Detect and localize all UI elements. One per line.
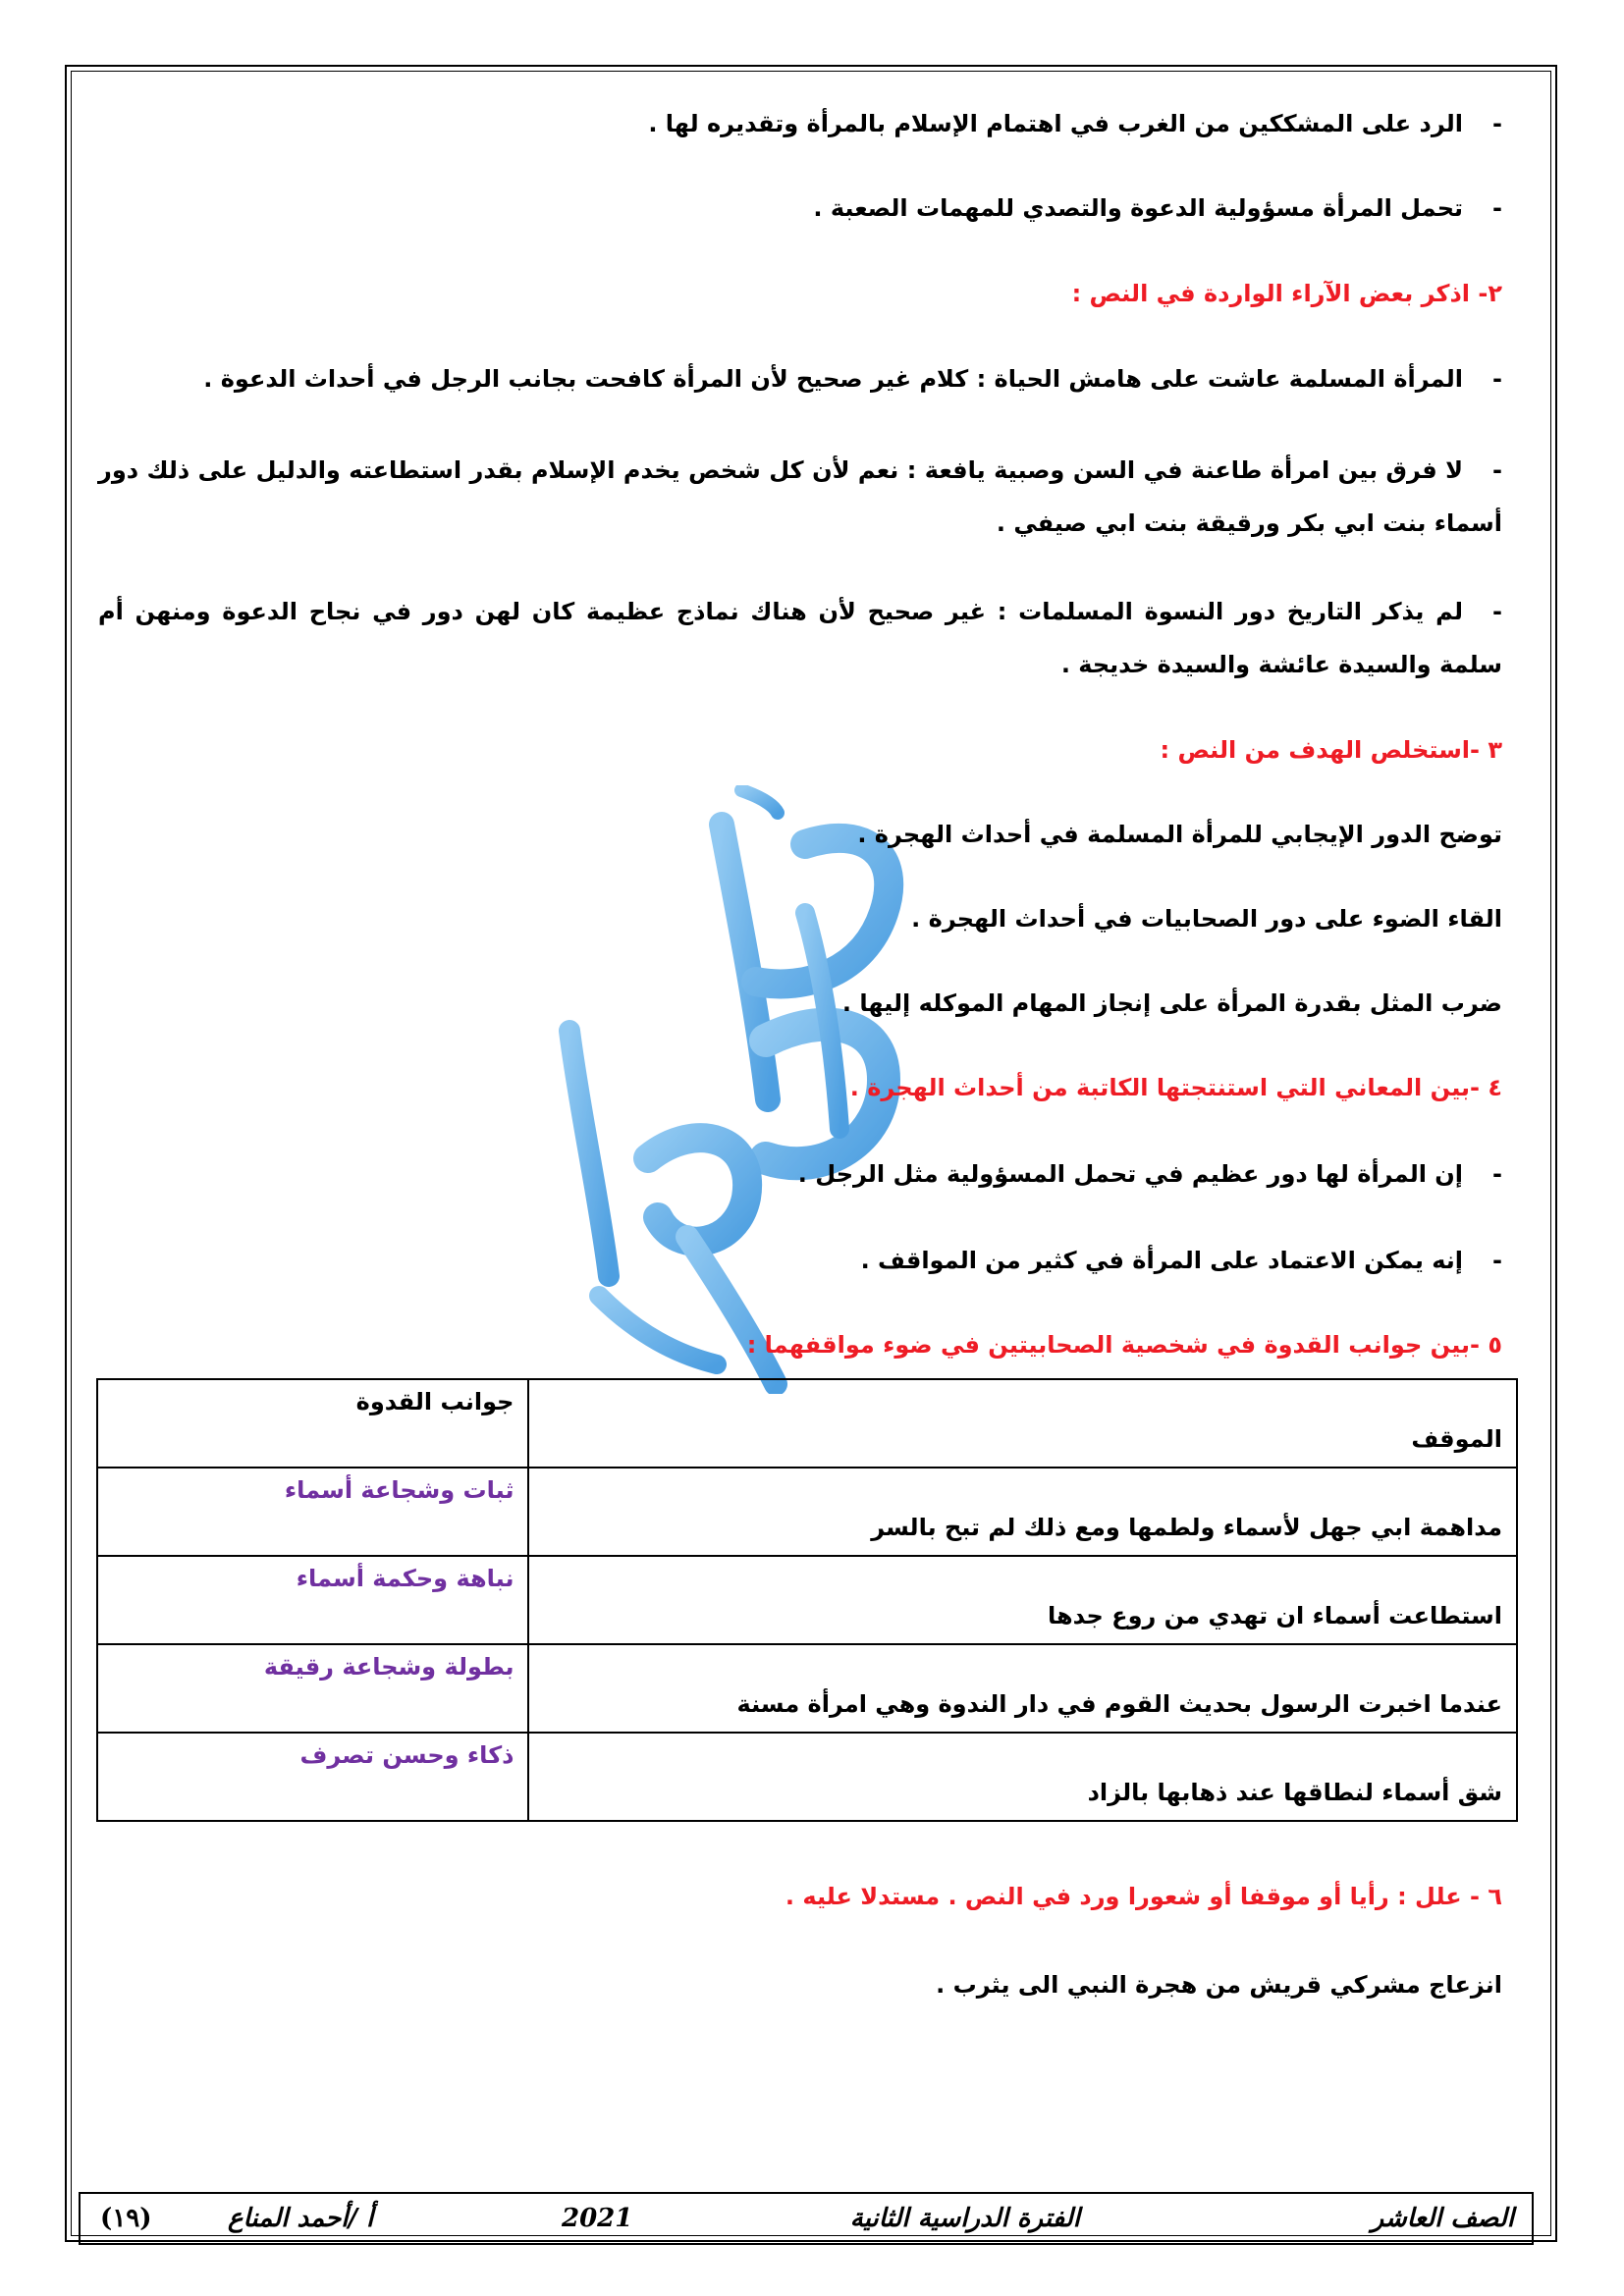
q4-item-1: -إن المرأة لها دور عظيم في تحمل المسؤولية مثل الرجل .	[797, 1160, 1502, 1188]
table-cell-position: شق أسماء لنطاقها عند ذهابها بالزاد	[528, 1733, 1517, 1821]
table-cell-position: استطاعت أسماء ان تهدي من روع جدها	[528, 1556, 1517, 1644]
footer-page-number: (١٩)	[100, 2204, 152, 2233]
table-cell-position: عندما اخبرت الرسول بحديث القوم في دار الندوة وهي امرأة مسنة	[528, 1644, 1517, 1733]
q4-heading: ٤ -بين المعاني التي استنتجتها الكاتبة من أحداث الهجرة .	[849, 1074, 1502, 1101]
table-row	[97, 1468, 1517, 1556]
q2-heading: ٢- اذكر بعض الآراء الواردة في النص :	[1071, 280, 1502, 307]
table-cell-aspect: بطولة وشجاعة رقيقة	[97, 1644, 528, 1733]
q2-item-2: -لا فرق بين امرأة طاعنة في السن وصبية يافعة : نعم لأن كل شخص يخدم الإسلام بقدر استطاعته والدليل على ذلك دور أسماء بنت ابي بكر ورقيقة بنت ابي صيفي .	[98, 456, 1502, 537]
footer-grade: الصف العاشر	[1371, 2204, 1514, 2233]
table-cell-aspect: ذكاء وحسن تصرف	[97, 1733, 528, 1821]
role-model-table	[96, 1378, 1518, 1822]
table-cell-position: مداهمة ابي جهل لأسماء ولطمها ومع ذلك لم تبح بالسر	[528, 1468, 1517, 1556]
table-header-aspects: جوانب القدوة	[97, 1379, 528, 1468]
table-header-position: الموقف	[528, 1379, 1517, 1468]
bullet-top-2: -تحمل المرأة مسؤولية الدعوة والتصدي للمهمات الصعبة .	[813, 194, 1502, 222]
table-row	[97, 1733, 1517, 1821]
q3-item-3: ضرب المثل بقدرة المرأة على إنجاز المهام الموكله إليها .	[841, 989, 1502, 1017]
q5-heading: ٥ -بين جوانب القدوة في شخصية الصحابيتين في ضوء مواقفهما :	[746, 1331, 1502, 1359]
q4-item-2: -إنه يمكن الاعتماد على المرأة في كثير من المواقف .	[860, 1247, 1502, 1274]
q2-item-3: -لم يذكر التاريخ دور النسوة المسلمات : غير صحيح لأن هناك نماذج عظيمة كان لهن دور في نجاح الدعوة ومنهن أم سلمة والسيدة عائشة والسيدة خديجة .	[98, 598, 1502, 678]
footer-year: 2021	[562, 2204, 633, 2233]
table-cell-aspect: نباهة وحكمة أسماء	[97, 1556, 528, 1644]
bullet-top-1: -الرد على المشككين من الغرب في اهتمام الإسلام بالمرأة وتقديره لها .	[648, 110, 1502, 137]
table-row	[97, 1556, 1517, 1644]
footer-teacher: أ /أحمد المناع	[228, 2204, 374, 2233]
table-cell-aspect: ثبات وشجاعة أسماء	[97, 1468, 528, 1556]
table-row	[97, 1644, 1517, 1733]
q3-heading: ٣ -استخلص الهدف من النص :	[1160, 736, 1502, 764]
q6-answer: انزعاج مشركي قريش من هجرة النبي الى يثرب .	[936, 1971, 1502, 1999]
q3-item-2: القاء الضوء على دور الصحابيات في أحداث الهجرة .	[911, 905, 1502, 933]
table-header-row	[97, 1379, 1517, 1468]
page-footer	[79, 2192, 1534, 2245]
q6-heading: ٦ - علل : رأيا أو موقفا أو شعورا ورد في النص . مستدلا عليه .	[785, 1883, 1502, 1910]
q3-item-1: توضح الدور الإيجابي للمرأة المسلمة في أحداث الهجرة .	[857, 821, 1502, 848]
q2-item-1: -المرأة المسلمة عاشت على هامش الحياة : كلام غير صحيح لأن المرأة كافحت بجانب الرجل في أحداث الدعوة .	[203, 365, 1502, 393]
footer-term: الفترة الدراسية الثانية	[849, 2204, 1080, 2233]
